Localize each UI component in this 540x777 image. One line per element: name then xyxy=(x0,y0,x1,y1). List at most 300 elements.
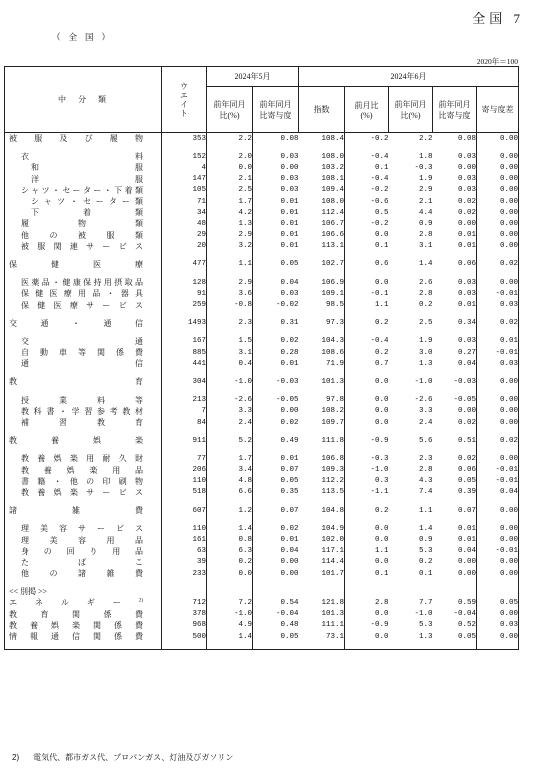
cell-contrib-diff: 0.00 xyxy=(477,453,519,464)
row-category xyxy=(5,597,162,608)
cell-june-yoy: 0.1 xyxy=(418,569,433,578)
cell-contrib-diff xyxy=(477,270,519,277)
cell-june-contrib: 0.00 xyxy=(457,569,476,578)
table-row xyxy=(5,376,519,387)
cell-weight: 259 xyxy=(162,299,207,310)
cell-june-yoy: 7.4 xyxy=(418,488,433,497)
cell-weight: 518 xyxy=(162,487,207,498)
cell-june-contrib: 0.39 xyxy=(457,488,476,497)
cell-index: 101.7 xyxy=(321,569,344,578)
cell-mom: -0.2 xyxy=(345,218,389,229)
cell-mom: 0.0 xyxy=(345,277,389,288)
cell-may-contrib xyxy=(253,516,299,523)
table-row xyxy=(5,336,519,347)
cell-index xyxy=(299,252,345,259)
cell-mom xyxy=(345,329,389,336)
cell-weight xyxy=(162,311,207,318)
cell-may-contrib: -0.04 xyxy=(253,609,299,620)
cell-mom xyxy=(345,270,389,277)
cell-june-contrib xyxy=(433,428,477,435)
row-category xyxy=(5,259,162,270)
cell-june-yoy: 0.2 xyxy=(418,558,433,567)
cell-may-contrib: 0.02 xyxy=(253,336,299,347)
cell-june-contrib: 0.01 xyxy=(457,524,476,533)
cell-june-yoy: -0.3 xyxy=(414,163,433,172)
cell-weight xyxy=(162,586,207,597)
cell-weight xyxy=(162,446,207,453)
cell-june-contrib: 0.02 xyxy=(457,454,476,463)
row-category-label: 他の被服類 xyxy=(21,230,143,240)
cell-contrib-diff: 0.03 xyxy=(477,299,519,310)
cell-may-contrib xyxy=(253,144,299,151)
cell-may-contrib: -0.03 xyxy=(253,376,299,387)
cell-june-contrib: 0.08 xyxy=(433,133,477,145)
cell-mom: -0.1 xyxy=(345,288,389,299)
row-category-label: 保健医療用品・器具 xyxy=(21,289,143,299)
cell-contrib-diff: 0.00 xyxy=(477,241,519,252)
cell-june-yoy: -1.0 xyxy=(414,377,433,386)
cell-may-yoy xyxy=(207,144,253,151)
spacer-row xyxy=(5,516,519,523)
cell-contrib-diff: -0.01 xyxy=(477,347,519,358)
cell-weight: 233 xyxy=(162,568,207,579)
table-row xyxy=(5,207,519,218)
row-category xyxy=(5,288,162,299)
cell-may-yoy xyxy=(207,270,253,277)
cell-june-yoy: 3.1 xyxy=(418,242,433,251)
cell-june-contrib: 0.01 xyxy=(457,536,476,545)
row-category xyxy=(5,586,162,597)
cell-june-yoy: 4.4 xyxy=(418,208,433,217)
cell-june-contrib: 0.03 xyxy=(457,186,476,195)
cell-may-contrib xyxy=(253,586,299,597)
row-category xyxy=(5,428,162,435)
cell-may-yoy: 1.5 xyxy=(207,336,253,347)
cell-mom xyxy=(345,642,389,650)
cell-index: 106.9 xyxy=(321,278,344,287)
cell-june-contrib: -0.05 xyxy=(453,396,476,405)
row-category xyxy=(5,505,162,516)
cell-weight: 304 xyxy=(162,376,207,387)
row-category xyxy=(5,174,162,185)
cell-june-contrib: 0.05 xyxy=(457,477,476,486)
cell-contrib-diff xyxy=(477,428,519,435)
cell-contrib-diff: 0.00 xyxy=(477,395,519,406)
cell-contrib-diff: 0.03 xyxy=(477,358,519,369)
cell-june-yoy xyxy=(389,369,433,376)
row-category-label: 書籍・他の印刷物 xyxy=(21,476,143,486)
cell-index: 109.4 xyxy=(321,186,344,195)
table-row xyxy=(5,568,519,579)
row-category-label: エネルギー xyxy=(9,598,139,608)
cell-june-contrib: 0.00 xyxy=(457,219,476,228)
cell-mom: 0.0 xyxy=(345,534,389,545)
row-category xyxy=(5,358,162,369)
table-row xyxy=(5,586,519,597)
cell-may-contrib: 0.31 xyxy=(253,318,299,329)
cell-index: 114.4 xyxy=(321,558,344,567)
row-category xyxy=(5,609,162,620)
may-2024-header: 2024年5月 xyxy=(207,67,299,87)
cell-weight: 128 xyxy=(162,277,207,288)
cell-contrib-diff: 0.00 xyxy=(477,277,519,288)
cell-contrib-diff xyxy=(477,586,519,597)
cell-weight xyxy=(162,579,207,586)
cell-index xyxy=(299,446,345,453)
table-body xyxy=(5,133,519,650)
cell-june-yoy xyxy=(389,446,433,453)
cell-may-contrib xyxy=(253,311,299,318)
cell-weight xyxy=(162,252,207,259)
cell-june-contrib xyxy=(433,498,477,505)
cell-index: 121.8 xyxy=(321,598,344,607)
may-contrib-header: 前年同月比寄与度 xyxy=(253,87,299,133)
weight-header: ウエイト xyxy=(162,67,207,133)
cell-june-yoy xyxy=(389,586,433,597)
row-category xyxy=(5,336,162,347)
cell-mom: 0.5 xyxy=(345,207,389,218)
table-row xyxy=(5,465,519,476)
cell-may-yoy: 3.3 xyxy=(207,406,253,417)
cell-june-yoy: 5.3 xyxy=(418,547,433,556)
cell-index: 113.5 xyxy=(321,488,344,497)
cell-may-contrib xyxy=(253,369,299,376)
cell-may-contrib xyxy=(253,579,299,586)
cell-may-yoy xyxy=(207,369,253,376)
cell-june-yoy xyxy=(389,270,433,277)
row-category xyxy=(5,395,162,406)
cell-contrib-diff: 0.03 xyxy=(477,620,519,631)
cell-june-yoy xyxy=(389,579,433,586)
category-header: 中 分 類 xyxy=(5,67,162,133)
cell-mom: -0.9 xyxy=(345,435,389,446)
cell-may-yoy: 3.4 xyxy=(207,465,253,476)
row-category xyxy=(5,252,162,259)
cell-weight xyxy=(162,270,207,277)
cell-weight: 4 xyxy=(162,162,207,173)
row-category-label: 下着類 xyxy=(31,208,143,218)
cell-may-contrib xyxy=(253,642,299,650)
cell-may-contrib xyxy=(253,428,299,435)
row-category-label: 交通・通信 xyxy=(9,318,143,328)
cell-june-contrib xyxy=(433,516,477,523)
cell-may-contrib: 0.00 xyxy=(253,406,299,417)
table-row xyxy=(5,241,519,252)
cell-june-contrib xyxy=(433,579,477,586)
cell-may-yoy: 4.2 xyxy=(207,207,253,218)
row-category-label: 教科書・学習参考教材 xyxy=(21,406,143,416)
row-category xyxy=(5,347,162,358)
table-row xyxy=(5,597,519,608)
cell-may-contrib: 0.04 xyxy=(253,546,299,557)
cell-june-yoy: 7.7 xyxy=(418,598,433,607)
cell-contrib-diff xyxy=(477,369,519,376)
cell-june-contrib: 0.01 xyxy=(457,231,476,240)
cell-may-yoy: 2.5 xyxy=(207,185,253,196)
cell-contrib-diff: 0.00 xyxy=(477,568,519,579)
cell-index: 111.1 xyxy=(321,621,344,630)
cell-mom: 0.0 xyxy=(345,406,389,417)
table-row xyxy=(5,133,519,145)
cell-june-yoy: -2.6 xyxy=(414,396,433,405)
cell-index xyxy=(299,270,345,277)
cell-index: 97.3 xyxy=(325,319,344,328)
cell-may-yoy: 0.0 xyxy=(207,568,253,579)
cell-weight xyxy=(162,642,207,650)
cell-mom: -0.2 xyxy=(345,133,389,145)
cell-contrib-diff: 0.00 xyxy=(477,534,519,545)
cell-weight: 77 xyxy=(162,453,207,464)
row-category xyxy=(5,162,162,173)
cell-contrib-diff: 0.00 xyxy=(477,557,519,568)
cell-contrib-diff: 0.00 xyxy=(477,523,519,534)
cell-mom: 0.3 xyxy=(345,476,389,487)
cell-june-yoy: 0.2 xyxy=(418,301,433,310)
row-category-label: 理美容サービス xyxy=(21,524,143,534)
cell-may-yoy: 6.3 xyxy=(207,546,253,557)
row-category xyxy=(5,534,162,545)
cell-mom: 0.1 xyxy=(345,568,389,579)
cell-weight xyxy=(162,516,207,523)
cell-contrib-diff xyxy=(477,642,519,650)
cell-weight: 63 xyxy=(162,546,207,557)
cell-may-yoy: 1.4 xyxy=(207,523,253,534)
cell-may-contrib: 0.49 xyxy=(253,435,299,446)
cell-may-yoy: 1.3 xyxy=(207,218,253,229)
cell-contrib-diff: 0.02 xyxy=(477,435,519,446)
cell-june-yoy xyxy=(389,516,433,523)
row-category-label: 医薬品・健康保持用摂取品 xyxy=(21,278,143,288)
cell-contrib-diff: 0.04 xyxy=(477,487,519,498)
june-contrib-header: 前年同月比寄与度 xyxy=(433,87,477,133)
cell-mom: -0.2 xyxy=(345,185,389,196)
cell-contrib-diff: 0.00 xyxy=(477,174,519,185)
table-row xyxy=(5,631,519,642)
table-row xyxy=(5,185,519,196)
cell-may-contrib: -0.05 xyxy=(253,395,299,406)
cell-may-yoy: 2.3 xyxy=(207,318,253,329)
row-category-label: 和服 xyxy=(31,163,143,173)
row-category xyxy=(5,546,162,557)
cell-mom: -0.4 xyxy=(345,336,389,347)
cell-june-contrib xyxy=(433,270,477,277)
spacer-row xyxy=(5,498,519,505)
table-row xyxy=(5,277,519,288)
cell-june-yoy: 2.5 xyxy=(418,319,433,328)
table-row xyxy=(5,476,519,487)
cell-mom xyxy=(345,252,389,259)
cell-mom xyxy=(345,516,389,523)
cell-may-contrib: 0.00 xyxy=(253,557,299,568)
row-category-label: 授業料等 xyxy=(21,395,143,405)
cell-may-yoy: 0.8 xyxy=(207,534,253,545)
page-number: 全国 7 xyxy=(472,11,524,26)
cell-weight: 441 xyxy=(162,358,207,369)
cell-may-contrib: 0.01 xyxy=(253,534,299,545)
row-category-label: 教養娯楽関係費 xyxy=(9,620,143,630)
row-category-label: 衣料 xyxy=(21,152,143,162)
cell-index: 71.9 xyxy=(325,359,344,368)
cell-june-contrib: 0.02 xyxy=(457,418,476,427)
row-category-label: 身の回り用品 xyxy=(21,546,143,556)
cell-june-yoy: 4.3 xyxy=(418,477,433,486)
cell-mom xyxy=(345,579,389,586)
cell-june-yoy: 1.3 xyxy=(418,632,433,641)
cell-june-contrib: 0.52 xyxy=(457,621,476,630)
cell-index xyxy=(299,144,345,151)
cell-may-yoy: 3.1 xyxy=(207,347,253,358)
cell-index: 73.1 xyxy=(325,632,344,641)
cell-mom xyxy=(345,311,389,318)
cell-may-contrib: 0.05 xyxy=(253,476,299,487)
cell-index: 106.8 xyxy=(321,454,344,463)
spacer-row xyxy=(5,329,519,336)
cell-may-yoy: 2.4 xyxy=(207,417,253,428)
cell-june-yoy xyxy=(389,144,433,151)
row-category xyxy=(5,465,162,476)
cell-contrib-diff: 0.00 xyxy=(477,417,519,428)
contrib-diff-header: 寄与度差 xyxy=(477,87,519,133)
cell-june-yoy: 2.1 xyxy=(418,197,433,206)
cell-index: 113.1 xyxy=(321,242,344,251)
cell-may-yoy: 6.6 xyxy=(207,487,253,498)
cell-weight: 968 xyxy=(162,620,207,631)
cell-june-contrib xyxy=(433,369,477,376)
cell-may-yoy xyxy=(207,642,253,650)
row-category-label: << 別掲 >> xyxy=(9,587,48,597)
cell-june-yoy: -1.0 xyxy=(414,610,433,619)
cell-contrib-diff: 0.00 xyxy=(477,133,519,145)
cell-weight xyxy=(162,388,207,395)
cell-june-yoy: 2.3 xyxy=(418,454,433,463)
cell-mom: -0.9 xyxy=(345,620,389,631)
cell-june-yoy: 2.4 xyxy=(418,418,433,427)
row-category xyxy=(5,270,162,277)
cell-may-yoy: 4.8 xyxy=(207,476,253,487)
cell-may-contrib: 0.02 xyxy=(253,523,299,534)
cell-june-contrib: 0.03 xyxy=(457,337,476,346)
cell-june-contrib: 0.05 xyxy=(457,632,476,641)
cell-may-contrib: 0.02 xyxy=(253,417,299,428)
cell-may-contrib: 0.54 xyxy=(253,597,299,608)
cell-may-contrib: 0.28 xyxy=(253,347,299,358)
cell-may-yoy: 2.1 xyxy=(207,174,253,185)
cell-may-yoy: -0.8 xyxy=(207,299,253,310)
cell-weight xyxy=(162,329,207,336)
cell-may-contrib xyxy=(253,252,299,259)
table-row xyxy=(5,505,519,516)
cell-june-contrib xyxy=(433,388,477,395)
cell-june-contrib xyxy=(433,311,477,318)
may-yoy-header: 前年同月比(%) xyxy=(207,87,253,133)
cell-contrib-diff: 0.00 xyxy=(477,218,519,229)
cell-mom: 0.2 xyxy=(345,318,389,329)
cell-weight: 607 xyxy=(162,505,207,516)
cell-may-contrib: 0.05 xyxy=(253,631,299,642)
cell-weight: 911 xyxy=(162,435,207,446)
row-note-marker: 2) xyxy=(138,598,143,604)
cell-contrib-diff: -0.01 xyxy=(477,465,519,476)
cell-mom: 0.0 xyxy=(345,230,389,241)
cell-may-yoy: 1.2 xyxy=(207,505,253,516)
cell-may-yoy: 1.7 xyxy=(207,453,253,464)
cell-index: 109.7 xyxy=(321,418,344,427)
cell-may-yoy: 0.0 xyxy=(207,162,253,173)
row-category-label: 教養娯楽サービス xyxy=(21,487,143,497)
cell-mom: -0.6 xyxy=(345,196,389,207)
cell-weight: 712 xyxy=(162,597,207,608)
spacer-row xyxy=(5,446,519,453)
cell-june-contrib: 0.03 xyxy=(457,152,476,161)
cell-june-yoy: 3.3 xyxy=(418,407,433,416)
row-category xyxy=(5,218,162,229)
cell-june-yoy: 2.2 xyxy=(389,133,433,145)
cell-index: 108.4 xyxy=(299,133,345,145)
table-row xyxy=(5,196,519,207)
cell-mom: 0.7 xyxy=(345,358,389,369)
cell-weight: 34 xyxy=(162,207,207,218)
spacer-row xyxy=(5,428,519,435)
cell-may-yoy: 2.9 xyxy=(207,277,253,288)
cell-may-contrib: -0.02 xyxy=(253,299,299,310)
row-category xyxy=(5,230,162,241)
row-category-label: シャツ・セーター類 xyxy=(31,197,143,207)
cell-contrib-diff: 0.00 xyxy=(477,151,519,162)
cell-june-contrib xyxy=(433,144,477,151)
cell-contrib-diff: 0.00 xyxy=(477,196,519,207)
june-yoy-header: 前年同月比(%) xyxy=(389,87,433,133)
cell-may-contrib: 0.00 xyxy=(253,162,299,173)
cell-june-yoy: 5.6 xyxy=(418,436,433,445)
cell-may-contrib: 0.04 xyxy=(253,277,299,288)
row-category xyxy=(5,388,162,395)
cell-june-yoy: 3.0 xyxy=(418,348,433,357)
cell-june-contrib: 0.04 xyxy=(457,547,476,556)
cell-mom: 0.6 xyxy=(345,259,389,270)
cell-mom: 0.0 xyxy=(345,557,389,568)
cell-mom: -1.1 xyxy=(345,487,389,498)
cell-may-yoy: 3.6 xyxy=(207,288,253,299)
cell-mom xyxy=(345,144,389,151)
cell-mom: 0.0 xyxy=(345,609,389,620)
cell-june-yoy: 1.9 xyxy=(418,175,433,184)
cell-may-yoy: 5.2 xyxy=(207,435,253,446)
cell-may-contrib: 0.48 xyxy=(253,620,299,631)
row-category-label: 教育関係費 xyxy=(9,609,143,619)
row-category xyxy=(5,631,162,642)
row-category-label: 情報通信関係費 xyxy=(9,632,143,642)
cell-weight: 167 xyxy=(162,336,207,347)
cell-mom: 0.1 xyxy=(345,241,389,252)
cell-index: 108.0 xyxy=(321,152,344,161)
cell-may-contrib: 0.01 xyxy=(253,207,299,218)
spacer-row xyxy=(5,642,519,650)
cell-weight: 20 xyxy=(162,241,207,252)
cell-may-yoy xyxy=(207,498,253,505)
row-category xyxy=(5,151,162,162)
cell-contrib-diff: -0.01 xyxy=(477,546,519,557)
row-category-label: 通信 xyxy=(21,359,143,369)
cell-june-contrib: 0.02 xyxy=(457,208,476,217)
cell-contrib-diff xyxy=(477,498,519,505)
row-category-label: 履物類 xyxy=(21,219,143,229)
cell-index: 117.1 xyxy=(321,547,344,556)
spacer-row xyxy=(5,311,519,318)
cell-mom: 0.0 xyxy=(345,523,389,534)
cell-mom: 1.1 xyxy=(345,546,389,557)
row-category xyxy=(5,446,162,453)
spacer-row xyxy=(5,144,519,151)
